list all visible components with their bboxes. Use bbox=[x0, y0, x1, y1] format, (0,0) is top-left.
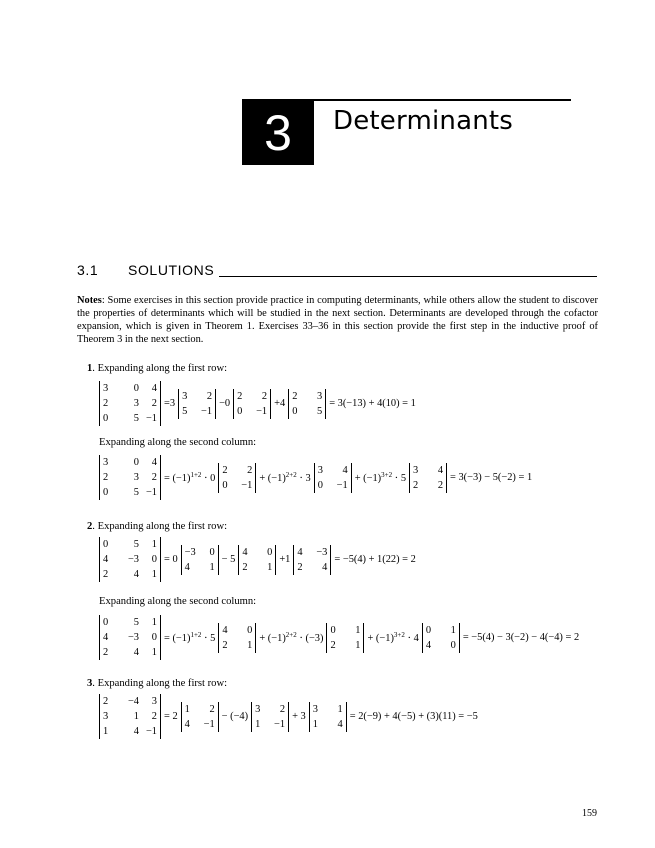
matrix-entry: 2 bbox=[242, 561, 248, 573]
minor bbox=[326, 623, 364, 653]
matrix-entry: 1 bbox=[337, 703, 343, 715]
matrix-entry: 2 bbox=[413, 479, 419, 491]
exercise-intro-text: . Expanding along the first row: bbox=[92, 363, 228, 374]
matrix-entry: 3 bbox=[413, 464, 419, 476]
matrix-entry: 2 bbox=[222, 464, 228, 476]
matrix-entry: 3 bbox=[316, 390, 323, 402]
cofactor-term bbox=[354, 472, 407, 484]
minor bbox=[233, 389, 271, 419]
matrix-entry: 2 bbox=[292, 390, 298, 402]
matrix-entry: −3 bbox=[184, 546, 196, 558]
matrix-entry: 0 bbox=[330, 624, 336, 636]
section-heading bbox=[77, 262, 214, 278]
exercise-1-row-expansion bbox=[97, 381, 417, 426]
matrix-entry: 4 bbox=[184, 561, 190, 573]
matrix-entry: 2 bbox=[103, 569, 109, 580]
notes-text: : Some exercises in this section provide practice in computing determinants, while others allow the student to discover the properties of determinants which will be studied in the next section. Determinants are developed through the cofactor expansion, which is given in Theorem 1. Exercises 33–36 in this section provide the first step in the inductive proof of Theorem 3 in the next section. bbox=[77, 295, 598, 345]
matrix-entry: 5 bbox=[133, 413, 139, 424]
exponent: 3+2 bbox=[381, 470, 393, 479]
matrix-entry: 1 bbox=[247, 639, 253, 651]
exercise-number: 2 bbox=[87, 521, 93, 532]
matrix-entry: −1 bbox=[203, 718, 215, 730]
cofactor-term bbox=[366, 632, 419, 644]
matrix-entry: 4 bbox=[337, 718, 343, 730]
matrix-entry: 0 bbox=[267, 546, 273, 558]
matrix-entry: −1 bbox=[201, 405, 213, 417]
matrix-entry: 1 bbox=[103, 726, 109, 737]
matrix-entry: 0 bbox=[222, 479, 228, 491]
term-text: ⋅ (−3) bbox=[296, 632, 324, 644]
minor bbox=[251, 702, 289, 732]
term-text: + (−1) bbox=[367, 632, 394, 644]
minor bbox=[409, 463, 447, 493]
matrix-entry: 4 bbox=[133, 569, 139, 580]
term-text: ⋅ 0 bbox=[201, 472, 216, 484]
matrix-entry: −4 bbox=[127, 696, 139, 707]
matrix-entry: 1 bbox=[450, 624, 456, 636]
term-text: + (−1) bbox=[259, 472, 286, 484]
minor bbox=[309, 702, 347, 732]
term-text: ⋅ 3 bbox=[296, 472, 311, 484]
section-rule bbox=[219, 276, 597, 277]
minor bbox=[218, 623, 256, 653]
matrix-entry: 0 bbox=[103, 617, 109, 628]
matrix-entry: 5 bbox=[133, 617, 139, 628]
matrix-entry: 2 bbox=[330, 639, 336, 651]
matrix-entry: 1 bbox=[209, 561, 215, 573]
matrix-entry: 0 bbox=[103, 539, 109, 550]
matrix-entry: −1 bbox=[274, 718, 286, 730]
matrix-entry: 4 bbox=[342, 464, 348, 476]
matrix-entry: 2 bbox=[103, 647, 109, 658]
exponent: 2+2 bbox=[285, 470, 297, 479]
matrix-entry: 1 bbox=[151, 617, 157, 628]
matrix-A bbox=[99, 694, 161, 739]
matrix-entry: 0 bbox=[425, 624, 432, 636]
term-text: + (−1) bbox=[354, 472, 382, 484]
matrix-entry: 3 bbox=[151, 696, 157, 707]
minor bbox=[178, 389, 216, 419]
matrix-entry: 2 bbox=[297, 561, 303, 573]
result: = 3(−3) − 5(−2) = 1 bbox=[450, 472, 533, 483]
page-number: 159 bbox=[582, 808, 597, 819]
matrix-entry: 4 bbox=[103, 632, 109, 643]
matrix-entry: −1 bbox=[256, 405, 268, 417]
matrix-entry: 0 bbox=[151, 554, 157, 565]
matrix-entry: −1 bbox=[241, 479, 253, 491]
matrix-entry: 5 bbox=[316, 405, 323, 417]
matrix-entry: 2 bbox=[237, 390, 243, 402]
exercise-intro-text: . Expanding along the first row: bbox=[92, 678, 228, 689]
matrix-entry: 4 bbox=[222, 624, 228, 636]
coefficient: + 3 bbox=[292, 711, 306, 722]
exercise-1-intro2: Expanding along the second column: bbox=[99, 437, 257, 448]
matrix-entry: 2 bbox=[206, 390, 213, 402]
chapter-number: 3 bbox=[264, 105, 292, 161]
matrix-entry: 4 bbox=[133, 647, 139, 658]
matrix-entry: 0 bbox=[133, 457, 139, 468]
coefficient: = 0 bbox=[164, 554, 178, 565]
matrix-entry: −3 bbox=[127, 632, 139, 643]
matrix-entry: 2 bbox=[151, 472, 157, 483]
exponent: 2+2 bbox=[285, 630, 297, 639]
matrix-entry: 1 bbox=[255, 718, 261, 730]
minor bbox=[181, 702, 219, 732]
matrix-entry: 3 bbox=[103, 457, 109, 468]
matrix-entry: 1 bbox=[267, 561, 273, 573]
matrix-entry: 4 bbox=[184, 718, 190, 730]
matrix-entry: 0 bbox=[133, 383, 139, 394]
matrix-entry: 3 bbox=[103, 711, 109, 722]
coefficient: =3 bbox=[164, 398, 176, 409]
coefficient: = 2 bbox=[164, 711, 178, 722]
cofactor-term bbox=[163, 472, 216, 484]
minor bbox=[218, 463, 256, 493]
matrix-entry: 0 bbox=[209, 546, 215, 558]
matrix-entry: 4 bbox=[437, 464, 444, 476]
coefficient: +1 bbox=[279, 554, 291, 565]
coefficient: +4 bbox=[274, 398, 286, 409]
cofactor-term bbox=[258, 632, 324, 644]
matrix-entry: 2 bbox=[437, 479, 444, 491]
matrix-entry: 4 bbox=[425, 639, 432, 651]
minor bbox=[422, 623, 460, 653]
matrix-entry: −3 bbox=[127, 554, 139, 565]
matrix-entry: 5 bbox=[133, 487, 139, 498]
matrix-entry: 1 bbox=[151, 569, 157, 580]
matrix-entry: 2 bbox=[261, 390, 268, 402]
matrix-entry: 2 bbox=[103, 696, 109, 707]
matrix-entry: 0 bbox=[103, 487, 109, 498]
exercise-2-intro2: Expanding along the second column: bbox=[99, 596, 257, 607]
matrix-entry: −1 bbox=[145, 726, 157, 737]
cofactor-term bbox=[163, 632, 216, 644]
matrix-entry: 4 bbox=[103, 554, 109, 565]
matrix-entry: −3 bbox=[316, 546, 328, 558]
result: = −5(4) − 3(−2) − 4(−4) = 2 bbox=[462, 632, 580, 643]
matrix-entry: 5 bbox=[182, 405, 188, 417]
matrix-entry: 3 bbox=[133, 398, 139, 409]
matrix-entry: 2 bbox=[151, 711, 157, 722]
matrix-entry: 1 bbox=[133, 711, 139, 722]
term-text: ⋅ 5 bbox=[201, 632, 216, 644]
exponent: 1+2 bbox=[190, 470, 202, 479]
matrix-entry: 1 bbox=[151, 647, 157, 658]
matrix-entry: 3 bbox=[317, 464, 323, 476]
matrix-entry: 2 bbox=[103, 472, 109, 483]
chapter-title: Determinants bbox=[333, 106, 514, 136]
result: = −5(4) + 1(22) = 2 bbox=[334, 554, 416, 565]
notes-paragraph bbox=[77, 294, 598, 346]
matrix-entry: 5 bbox=[133, 539, 139, 550]
matrix-entry: 2 bbox=[222, 639, 228, 651]
term-text: + (−1) bbox=[259, 632, 286, 644]
matrix-entry: 1 bbox=[312, 718, 318, 730]
minor bbox=[288, 389, 326, 419]
notes-label: Notes bbox=[77, 295, 102, 306]
term-text: = (−1) bbox=[164, 632, 191, 644]
exponent: 1+2 bbox=[190, 630, 202, 639]
minor bbox=[314, 463, 352, 493]
matrix-entry: 2 bbox=[209, 703, 215, 715]
matrix-entry: −1 bbox=[336, 479, 348, 491]
matrix-entry: 2 bbox=[103, 398, 109, 409]
matrix-A bbox=[99, 615, 161, 660]
matrix-entry: 3 bbox=[182, 390, 188, 402]
exercise-number: 1 bbox=[87, 363, 93, 374]
result: = 2(−9) + 4(−5) + (3)(11) = −5 bbox=[349, 711, 478, 722]
matrix-entry: 2 bbox=[279, 703, 286, 715]
matrix-entry: 3 bbox=[133, 472, 139, 483]
term-text: = (−1) bbox=[164, 472, 191, 484]
coefficient: −0 bbox=[219, 398, 231, 409]
matrix-entry: 3 bbox=[103, 383, 109, 394]
matrix-A bbox=[99, 455, 161, 500]
exercise-1-intro bbox=[87, 363, 227, 375]
minor bbox=[181, 545, 219, 575]
cofactor-term bbox=[258, 472, 311, 484]
matrix-entry: 2 bbox=[247, 464, 253, 476]
matrix-entry: 0 bbox=[151, 632, 157, 643]
exercise-number: 3 bbox=[87, 678, 93, 689]
matrix-entry: 0 bbox=[237, 405, 243, 417]
result: = 3(−13) + 4(10) = 1 bbox=[329, 398, 416, 409]
matrix-entry: −1 bbox=[145, 487, 157, 498]
section-number: 3.1 bbox=[77, 262, 99, 278]
matrix-entry: 1 bbox=[355, 624, 361, 636]
matrix-entry: 0 bbox=[103, 413, 109, 424]
exercise-3-intro bbox=[87, 678, 227, 690]
exercise-intro-text: . Expanding along the first row: bbox=[92, 521, 228, 532]
matrix-entry: 0 bbox=[247, 624, 253, 636]
exercise-2-intro bbox=[87, 521, 227, 533]
term-text: ⋅ 4 bbox=[404, 632, 419, 644]
matrix-entry: 3 bbox=[312, 703, 318, 715]
term-text: ⋅ 5 bbox=[392, 472, 407, 484]
matrix-A bbox=[99, 537, 161, 582]
exponent: 3+2 bbox=[393, 630, 405, 639]
coefficient: − 5 bbox=[221, 554, 236, 565]
matrix-entry: 0 bbox=[317, 479, 323, 491]
exercise-2-row-expansion bbox=[97, 537, 417, 582]
matrix-entry: 0 bbox=[450, 639, 456, 651]
matrix-entry: 1 bbox=[151, 539, 157, 550]
matrix-entry: 1 bbox=[355, 639, 361, 651]
matrix-entry: 2 bbox=[151, 398, 157, 409]
exercise-1-column-expansion bbox=[97, 455, 533, 500]
minor bbox=[238, 545, 276, 575]
exercise-3-row-expansion bbox=[97, 694, 479, 739]
matrix-entry: 0 bbox=[292, 405, 298, 417]
matrix-entry: 4 bbox=[242, 546, 248, 558]
matrix-entry: 4 bbox=[151, 383, 157, 394]
matrix-entry: 4 bbox=[133, 726, 139, 737]
matrix-entry: −1 bbox=[145, 413, 157, 424]
matrix-entry: 4 bbox=[151, 457, 157, 468]
matrix-entry: 4 bbox=[322, 561, 328, 573]
matrix-entry: 4 bbox=[297, 546, 303, 558]
matrix-A bbox=[99, 381, 161, 426]
section-title: SOLUTIONS bbox=[128, 262, 215, 278]
coefficient: − (−4) bbox=[221, 711, 249, 722]
matrix-entry: 1 bbox=[184, 703, 190, 715]
exercise-2-column-expansion bbox=[97, 615, 580, 660]
matrix-entry: 3 bbox=[255, 703, 261, 715]
chapter-number-box bbox=[242, 101, 314, 165]
minor bbox=[293, 545, 331, 575]
